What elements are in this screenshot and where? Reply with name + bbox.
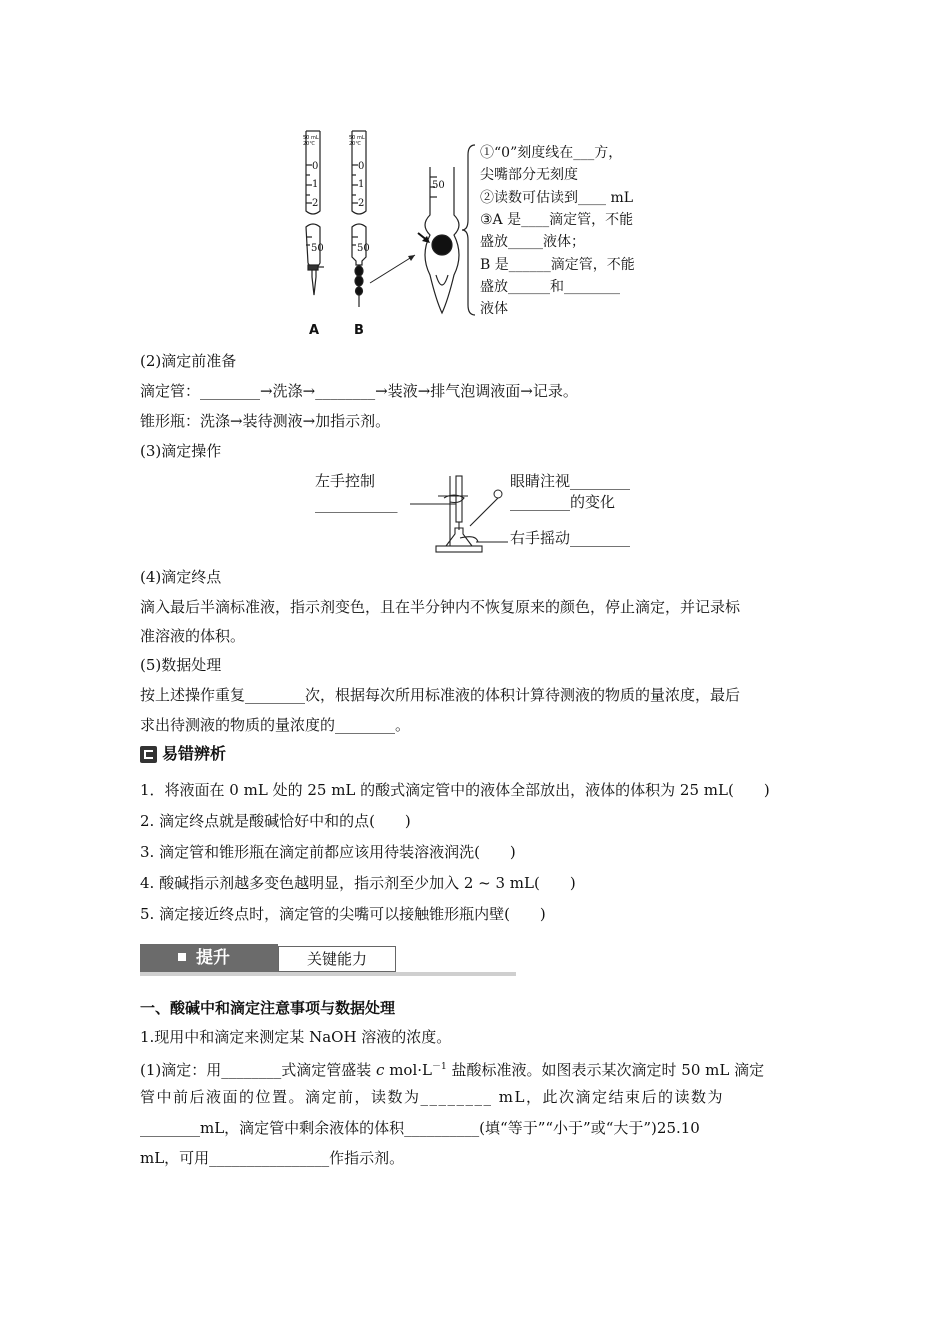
question-1-line1 <box>140 1057 764 1080</box>
section3-heading: (3)滴定操作 <box>140 442 222 460</box>
q1-l1-a: (1)滴定：用________式滴定管盛装 <box>140 1061 377 1079</box>
right-hand-label: 右手摇动________ <box>510 529 631 547</box>
titration-figure <box>310 466 650 556</box>
q1-l1-d: 盐酸标准液。如图表示某次滴定时 50 mL 滴定 <box>446 1061 765 1079</box>
tube-a-header: 50 mL 20℃ <box>303 135 319 147</box>
eye-change: ________的变化 <box>510 493 616 511</box>
left-hand-blank: ___________ <box>315 495 398 513</box>
note-3: ②读数可估读到____ mL <box>480 190 634 206</box>
error-item-5: 5. 滴定接近终点时，滴定管的尖嘴可以接触锥形瓶内壁( ) <box>140 905 546 923</box>
section4-line1: 滴入最后半滴标准液，指示剂变色，且在半分钟内不恢复原来的颜色，停止滴定，并记录标 <box>140 598 741 616</box>
burette-b-lower <box>352 224 366 307</box>
label-a: A <box>309 323 320 338</box>
section2-line2: 锥形瓶：洗涤→装待测液→加指示剂。 <box>140 412 391 430</box>
burette-figure <box>290 125 670 340</box>
scale-b-2: 2 <box>358 198 365 209</box>
bracket <box>462 145 475 315</box>
part-heading: 一、酸碱中和滴定注意事项与数据处理 <box>140 999 396 1017</box>
note-2: 尖嘴部分无刻度 <box>480 167 578 183</box>
banner-key-ability: 关键能力 <box>278 946 396 972</box>
q1-l1-b: mol·L <box>384 1061 432 1079</box>
note-1: ①“0”刻度线在___方， <box>480 145 623 161</box>
banner-left-text: 提升 <box>196 948 230 968</box>
scale-a-0: 0 <box>312 161 319 172</box>
section5-heading: (5)数据处理 <box>140 656 222 674</box>
scale-a-1: 1 <box>312 179 319 190</box>
question-1-line2: 管中前后液面的位置。滴定前，读数为________ mL，此次滴定结束后的读数为 <box>140 1088 724 1106</box>
note-6: B 是______滴定管，不能 <box>480 257 635 273</box>
label-b: B <box>354 323 364 338</box>
scale-a-50: 50 <box>311 243 324 254</box>
scale-b-50: 50 <box>357 243 370 254</box>
eye-label: 眼睛注视________ <box>510 472 631 490</box>
banner-improve <box>140 944 278 972</box>
zoom-scale-50: 50 <box>432 180 445 191</box>
banner-underline <box>140 972 516 976</box>
burette-a-lower <box>306 224 324 295</box>
section5-line2: 求出待测液的物质的量浓度的________。 <box>140 716 411 734</box>
section5-line1: 按上述操作重复________次，根据每次所用标准液的体积计算待测液的物质的量浓度，最后 <box>140 686 741 704</box>
note-8: 液体 <box>480 301 508 317</box>
error-item-3: 3. 滴定管和锥形瓶在滴定前都应该用待装溶液润洗( ) <box>140 843 516 861</box>
note-4: ③A 是____滴定管，不能 <box>480 212 634 228</box>
error-analysis-icon <box>140 746 157 763</box>
tube-b-header: 50 mL 20℃ <box>349 135 365 147</box>
question-1-line4: mL，可用________________作指示剂。 <box>140 1149 405 1167</box>
question-1-line3: ________mL，滴定管中剩余液体的体积__________(填“等于”“小于”或“大于”)25.10 <box>140 1119 700 1137</box>
section4-line2: 准溶液的体积。 <box>140 627 246 645</box>
error-analysis-title: 易错辨析 <box>162 744 227 763</box>
note-5: 盛放_____液体； <box>480 234 585 250</box>
scale-a-2: 2 <box>312 198 319 209</box>
error-item-2: 2. 滴定终点就是酸碱恰好中和的点( ) <box>140 812 411 830</box>
left-hand-label: 左手控制 <box>315 472 376 490</box>
q1-l1-c: c <box>376 1061 385 1079</box>
error-item-4: 4. 酸碱指示剂越多变色越明显，指示剂至少加入 2 ~ 3 mL( ) <box>140 874 576 892</box>
error-item-1: 1．将液面在 0 mL 处的 25 mL 的酸式滴定管中的液体全部放出，液体的体积为 25 mL( ) <box>140 781 770 799</box>
q1-l1-sup: －1 <box>432 1062 447 1072</box>
section2-line1: 滴定管：________→洗涤→________→装液→排气泡调液面→记录。 <box>140 382 578 400</box>
banner-square-icon <box>178 953 186 961</box>
section2-heading: (2)滴定前准备 <box>140 352 237 370</box>
note-7: 盛放______和________ <box>480 279 620 295</box>
question-1: 1.现用中和滴定来测定某 NaOH 溶液的浓度。 <box>140 1028 452 1046</box>
section4-heading: (4)滴定终点 <box>140 568 222 586</box>
scale-b-0: 0 <box>358 161 365 172</box>
scale-b-1: 1 <box>358 179 365 190</box>
